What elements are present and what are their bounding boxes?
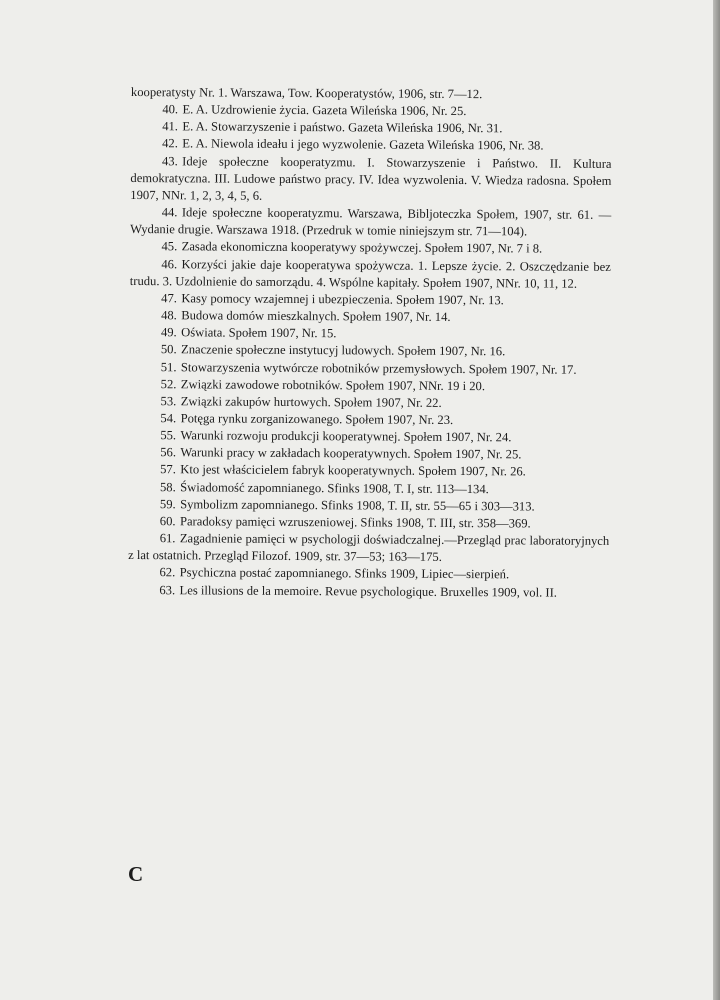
entry-number: 53.: [160, 393, 177, 409]
entry-text: Paradoksy pamięci wzruszeniowej. Sfinks 1908, T. III, str. 358—369.: [179, 514, 531, 531]
entry-text: Zasada ekonomiczna kooperatywy spożywczej. Społem 1907, Nr. 7 i 8.: [181, 239, 543, 256]
entry-text: Ideje społeczne kooperatyzmu. Warszawa, Bibljoteczka Społem, 1907, str. 61. — Wydanie drugie. Warszawa 1918. (Przedruk w tomie niniejszym str. 71—104).: [130, 205, 612, 239]
entry-text: Korzyści jakie daje kooperatywa spożywcza. 1. Lepsze życie. 2. Oszczędzanie bez trudu. 3. Uzdolnienie do samorządu. 4. Wspólne kapitały. Społem 1907, NNr. 10, 11, 12.: [129, 256, 611, 291]
entry-number: 46.: [161, 256, 178, 271]
entry-text: Budowa domów mieszkalnych. Społem 1907, Nr. 14.: [181, 308, 451, 324]
entry-text: Świadomość zapomnianego. Sfinks 1908, T. I, str. 113—134.: [180, 479, 489, 496]
bibliography-list: [128, 84, 612, 602]
entry-number: 49.: [160, 325, 177, 340]
entry-number: 62.: [159, 565, 176, 580]
entry-number: 54.: [160, 411, 177, 426]
entry-number: 56.: [160, 445, 177, 460]
entry-number: 44.: [161, 205, 178, 220]
entry-number: 43.: [161, 153, 178, 168]
entry-text: Warunki rozwoju produkcji kooperatywnej. Społem 1907, Nr. 24.: [180, 428, 512, 445]
entry-number: 52.: [160, 376, 177, 391]
entry-text: Znaczenie społeczne instytucyj ludowych. Społem 1907, Nr. 16.: [180, 342, 506, 359]
page-edge-shadow: [713, 0, 720, 1000]
entry-number: 40.: [162, 102, 179, 117]
entry-text: Oświata. Społem 1907, Nr. 15.: [181, 325, 337, 341]
entry-text: E. A. Stowarzyszenie i państwo. Gazeta Wileńska 1906, Nr. 31.: [182, 119, 503, 136]
entry-text: Psychiczna postać zapomnianego. Sfinks 1909, Lipiec—sierpień.: [179, 565, 510, 582]
bibliography-entry: [130, 204, 611, 241]
entry-text: kooperatysty Nr. 1. Warszawa, Tow. Kooperatystów, 1906, str. 7—12.: [130, 84, 483, 102]
entry-number: 45.: [161, 239, 178, 254]
entry-text: Les illusions de la memoire. Revue psychologique. Bruxelles 1909, vol. II.: [179, 582, 558, 600]
entry-text: Związki zakupów hurtowych. Społem 1907, Nr. 22.: [180, 394, 442, 410]
entry-text: Stowarzyszenia wytwórcze robotników przemysłowych. Społem 1907, Nr. 17.: [180, 359, 577, 377]
entry-number: 58.: [159, 479, 176, 494]
bibliography-entry: [129, 341, 610, 361]
entry-text: Warunki pracy w zakładach kooperatywnych. Społem 1907, Nr. 25.: [180, 445, 522, 462]
entry-number: 61.: [159, 531, 176, 546]
entry-text: Potęga rynku zorganizowanego. Społem 1907, Nr. 23.: [180, 411, 454, 427]
entry-number: 59.: [159, 496, 176, 512]
bibliography-entry: [130, 153, 611, 207]
entry-number: 60.: [159, 514, 176, 529]
signature-mark: C: [128, 862, 144, 886]
entry-number: 63.: [159, 582, 176, 597]
entry-text: Związki zawodowe robotników. Społem 1907, NNr. 19 i 20.: [180, 376, 486, 393]
entry-text: Symbolizm zapomnianego. Sfinks 1908, T. II, str. 55—65 i 303—313.: [180, 497, 535, 514]
bibliography-entry: [130, 256, 611, 293]
entry-text: Kto jest właścicielem fabryk kooperatywnych. Społem 1907, Nr. 26.: [180, 462, 526, 479]
entry-number: 42.: [162, 136, 178, 151]
entry-number: 55.: [160, 428, 177, 443]
bibliography-entry: [128, 582, 609, 602]
entry-number: 47.: [161, 291, 177, 306]
entry-text: Kasy pomocy wzajemnej i ubezpieczenia. Społem 1907, Nr. 13.: [181, 291, 504, 308]
entry-number: 57.: [160, 462, 176, 477]
entry-number: 50.: [160, 342, 177, 357]
entry-number: 48.: [161, 308, 177, 323]
entry-text: Zagadnienie pamięci w psychologji doświadczalnej.—Przegląd prac laboratoryjnych z lat ostatnich. Przegląd Filozof. 1909, str. 37—53; 163—175.: [128, 531, 610, 565]
bibliography-entry: [128, 530, 609, 567]
entry-text: Ideje społeczne kooperatyzmu. I. Stowarzyszenie i Państwo. II. Kultura demokratyczna. III. Ludowe państwo pracy. IV. Idea wyzwolenia. V. Wiedza radosna. Społem 1907, NNr. 1, 2, 3, 4, 5, 6.: [130, 153, 612, 203]
entry-number: 41.: [162, 119, 179, 134]
entry-text: E. A. Uzdrowienie życia. Gazeta Wileńska 1906, Nr. 25.: [182, 102, 467, 119]
entry-text: E. A. Niewola ideału i jego wyzwolenie. Gazeta Wileńska 1906, Nr. 38.: [182, 136, 544, 153]
entry-number: 51.: [160, 359, 177, 374]
